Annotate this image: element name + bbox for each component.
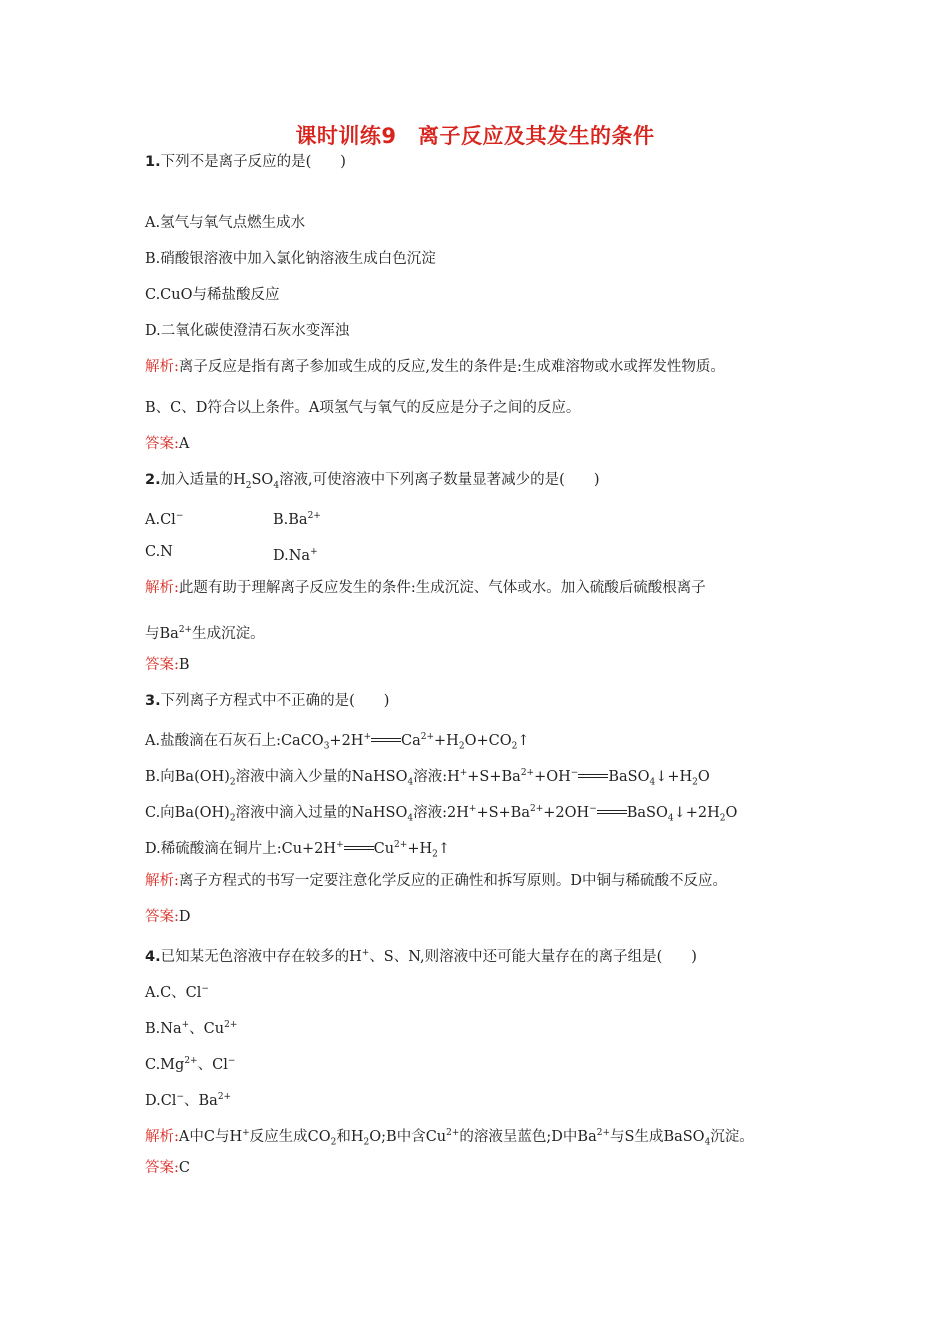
question-2-option-d: D.Na+ <box>273 547 318 564</box>
question-1-option-c: C.CuO与稀盐酸反应 <box>145 287 280 303</box>
question-1-option-d: D.二氧化碳使澄清石灰水变浑浊 <box>145 323 350 339</box>
question-number: 2. <box>145 472 161 488</box>
question-4-answer: 答案:C <box>145 1160 190 1176</box>
question-1-analysis: 解析:离子反应是指有离子参加或生成的反应,发生的条件是:生成难溶物或水或挥发性物质。 <box>145 359 725 375</box>
question-2-stem: 2.加入适量的$H_2SO_4$溶液,可使溶液中下列离子数量显著减少的是( ) <box>145 472 600 491</box>
question-number: 4. <box>145 948 161 965</box>
question-3-option-b: B.向$Ba(OH)_2$溶液中滴入少量的NaHSO$_4$溶液$:H^++S+Ba^{2+}+OH^-$ $BaSO_4↓+H_2O$ <box>145 768 710 788</box>
analysis-label: 解析: <box>145 873 179 889</box>
question-2-option-a: A.Cl− <box>145 511 184 528</box>
answer-label: 答案: <box>145 436 179 452</box>
question-2-option-b: $B.Ba^{2+}$ <box>273 511 321 528</box>
question-4-analysis: 解析:A中C与H+反应生成$CO_2$和$H_2O;B$中含$Cu^{2+}$的溶液呈蓝色;D中$Ba^{2+}$与S生成BaSO$_4$沉淀。 <box>145 1128 754 1148</box>
question-4-stem: 4.已知某无色溶液中存在较多的H+、S、N,则溶液中还可能大量存在的离子组是( ) <box>145 948 697 965</box>
question-1-stem: 1.下列不是离子反应的是( ) <box>145 154 346 170</box>
question-4-option-a: A.C、Cl− <box>145 984 209 1001</box>
question-4-option-b: B.Na+、$Cu^{2+}$ <box>145 1020 238 1037</box>
question-4-option-d: D.Cl−、$Ba^{2+}$ <box>145 1092 232 1109</box>
analysis-label: 解析: <box>145 1128 179 1145</box>
question-1-answer: 答案:A <box>145 436 190 452</box>
question-2-answer: 答案:B <box>145 657 190 673</box>
question-3-answer: 答案:D <box>145 909 191 925</box>
question-3-analysis: 解析:离子方程式的书写一定要注意化学反应的正确性和拆写原则。D中铜与稀硫酸不反应。 <box>145 873 728 889</box>
question-2-analysis: 解析:此题有助于理解离子反应发生的条件:生成沉淀、气体或水。加入硫酸后硫酸根离子 <box>145 580 706 596</box>
question-3-stem: 3.下列离子方程式中不正确的是( ) <box>145 693 390 709</box>
question-1-option-a: A.氢气与氧气点燃生成水 <box>145 215 306 231</box>
question-2-option-c: C.N <box>145 544 173 560</box>
analysis-label: 解析: <box>145 359 179 375</box>
question-2-analysis-cont: 与$Ba^{2+}$生成沉淀。 <box>145 625 265 642</box>
question-1-option-b: B.硝酸银溶液中加入氯化钠溶液生成白色沉淀 <box>145 251 436 267</box>
analysis-label: 解析: <box>145 580 179 596</box>
question-3-option-a: A.盐酸滴在石灰石上:CaCO$_3$+2H+ $Ca^{2+}+H_2O+CO_2↑$ <box>145 732 530 752</box>
question-3-option-c: C.向$Ba(OH)_2$溶液中滴入过量的NaHSO$_4$溶液$:2H^++S+Ba^{2+}+2OH^-$ $BaSO_4↓+2H_2O$ <box>145 804 738 824</box>
question-4-option-c: $C.Mg^{2+}$、Cl− <box>145 1056 236 1073</box>
answer-label: 答案: <box>145 909 179 925</box>
answer-label: 答案: <box>145 657 179 673</box>
question-1-analysis-cont: B、C、D符合以上条件。A项氢气与氧气的反应是分子之间的反应。 <box>145 400 581 416</box>
question-3-option-d: D.稀硫酸滴在铜片上:Cu+2H+ $Cu^{2+}+H_2↑$ <box>145 840 451 860</box>
question-number: 3. <box>145 693 161 709</box>
answer-label: 答案: <box>145 1160 179 1176</box>
page-title: 课时训练9 离子反应及其发生的条件 <box>295 124 655 148</box>
question-number: 1. <box>145 154 161 170</box>
